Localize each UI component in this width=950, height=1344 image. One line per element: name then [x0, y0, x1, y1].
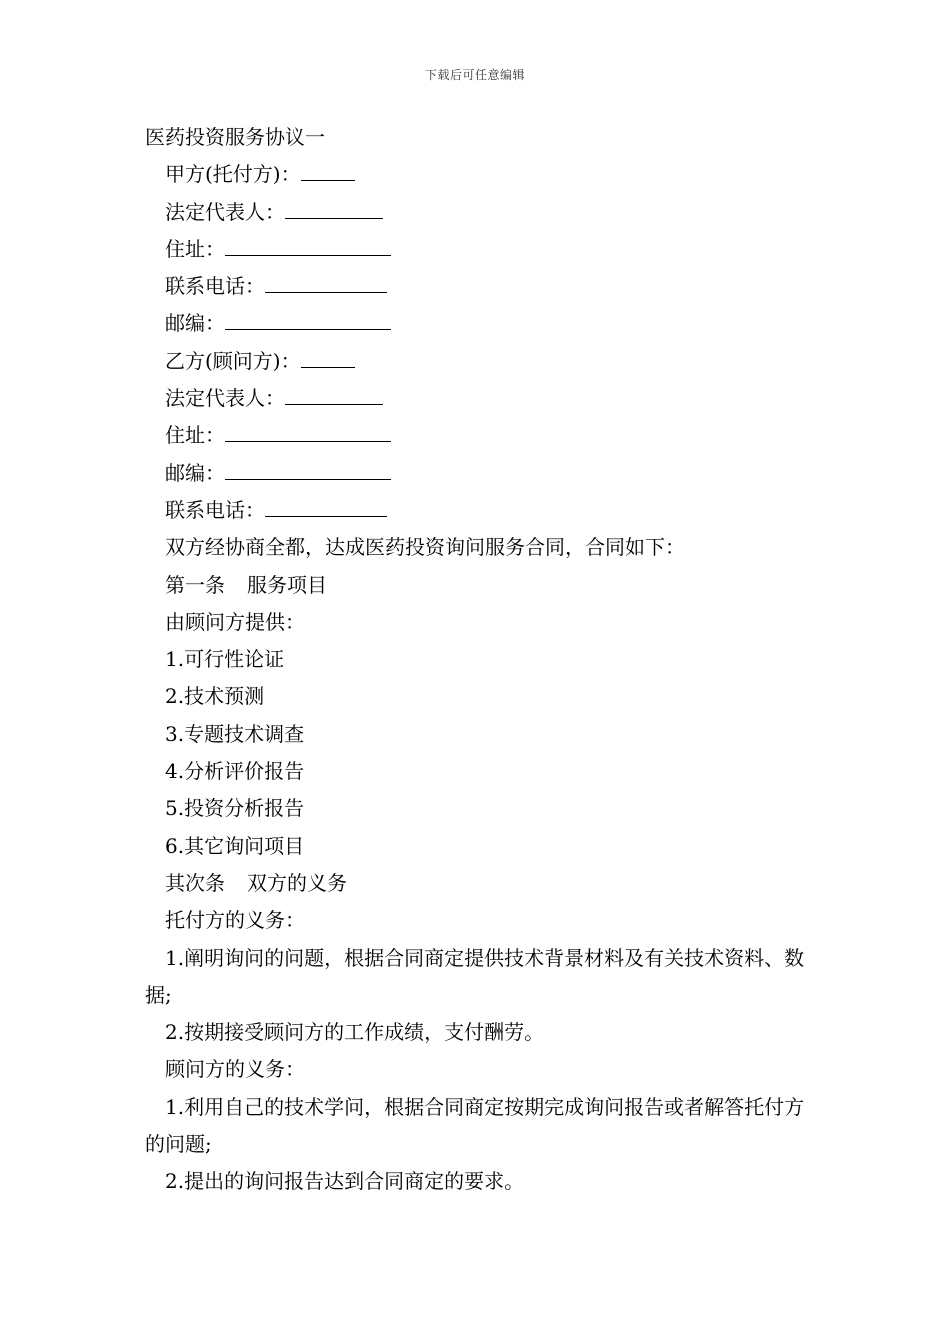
article-1-item: 2.技术预测 [165, 684, 265, 709]
party-a-phone-label: 联系电话： [165, 274, 265, 299]
party-a-rep-line [145, 194, 815, 231]
document-title: 医药投资服务协议一 [145, 125, 325, 149]
party-a-phone-line [145, 268, 815, 305]
client-duty-item: 1.阐明询问的问题，根据合同商定提供技术背景材料及有关技术资料、数据; [145, 945, 805, 1007]
article-1-heading [145, 567, 815, 604]
article-1-item: 1.可行性论证 [165, 647, 285, 672]
party-a-postcode-label: 邮编： [165, 311, 225, 336]
article-1-number: 第一条 [165, 572, 225, 597]
party-a-line [145, 156, 815, 193]
client-duties-lead: 托付方的义务： [165, 908, 305, 933]
party-a-rep-blank [285, 200, 383, 219]
article-2-title: 双方的义务 [247, 870, 347, 895]
party-b-postcode-blank [225, 461, 391, 480]
party-b-rep-blank [285, 386, 383, 405]
article-1-item: 3.专题技术调查 [165, 721, 305, 746]
consultant-duty-item: 1.利用自己的技术学问，根据合同商定按期完成询问报告或者解答托付方的问题; [145, 1094, 805, 1157]
party-b-address-blank [225, 423, 391, 442]
party-b-phone-blank [265, 498, 387, 517]
article-2-number: 其次条 [165, 870, 225, 895]
party-b-blank [301, 349, 355, 368]
article-1-item: 4.分析评价报告 [165, 759, 305, 784]
party-a-postcode-line [145, 305, 815, 342]
party-a-label: 甲方(托付方)： [165, 162, 301, 187]
consultant-duty-item: 2.提出的询问报告达到合同商定的要求。 [165, 1169, 525, 1194]
party-b-address-line [145, 417, 815, 454]
party-b-postcode-line [145, 455, 815, 492]
party-a-rep-label: 法定代表人： [165, 199, 285, 224]
party-a-postcode-blank [225, 311, 391, 330]
document-body [145, 119, 815, 1201]
party-b-postcode-label: 邮编： [165, 460, 225, 485]
article-1-title: 服务项目 [247, 572, 327, 597]
party-b-phone-label: 联系电话： [165, 497, 265, 522]
party-b-address-label: 住址： [165, 423, 225, 448]
article-1-lead: 由顾问方提供： [165, 609, 305, 634]
party-a-phone-blank [265, 274, 387, 293]
client-duty-item: 2.按期接受顾问方的工作成绩，支付酬劳。 [165, 1020, 545, 1045]
party-b-rep-line [145, 380, 815, 417]
consultant-duties-lead: 顾问方的义务： [165, 1057, 305, 1082]
intro-paragraph: 双方经协商全都，达成医药投资询问服务合同，合同如下： [165, 535, 685, 560]
party-a-address-label: 住址： [165, 236, 225, 261]
article-2-heading [145, 865, 815, 902]
page-header-note: 下载后可任意编辑 [424, 68, 525, 82]
party-b-phone-line [145, 492, 815, 529]
party-b-label: 乙方(顾问方)： [165, 348, 301, 373]
article-1-item: 5.投资分析报告 [165, 796, 305, 821]
article-1-item: 6.其它询问项目 [165, 833, 305, 858]
party-a-address-line [145, 231, 815, 268]
party-a-address-blank [225, 237, 391, 256]
party-b-rep-label: 法定代表人： [165, 386, 285, 411]
party-b-line [145, 343, 815, 380]
party-a-blank [301, 162, 355, 181]
